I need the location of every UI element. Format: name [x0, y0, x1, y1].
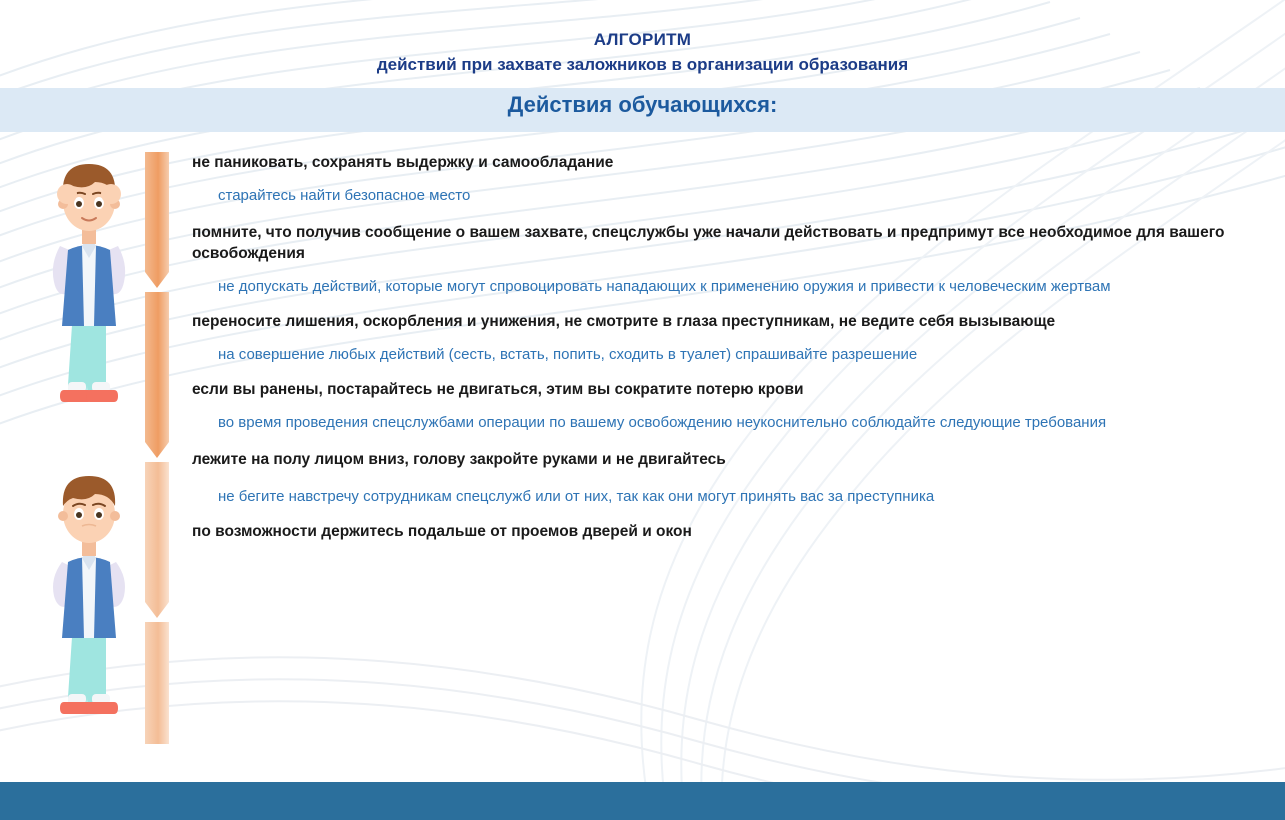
item-main-6: по возможности держитесь подальше от проемов дверей и окон	[192, 523, 692, 540]
item-sub-4: во время проведения спецслужбами операции по вашему освобождению неукоснительно соблюдайте следующие требования	[218, 414, 1107, 431]
boy-hands-on-mouth-illustration	[34, 462, 144, 732]
item-main-3: переносите лишения, оскорбления и унижения, не смотрите в глаза преступникам, не ведите себя вызывающе	[192, 313, 1056, 330]
item-sub-1: старайтесь найти безопасное место	[218, 187, 471, 204]
boy-hands-on-head-illustration	[34, 150, 144, 420]
item-main-2: помните, что получив сообщение о вашем захвате, спецслужбы уже начали действовать и предпримут все необходимое для вашего освобождения	[192, 224, 1225, 262]
title-line-2: действий при захвате заложников в организации образования	[376, 55, 909, 74]
content-list	[192, 152, 1252, 548]
item-main-5: лежите на полу лицом вниз, голову закройте руками и не двигайтесь	[192, 451, 726, 468]
item-main-4: если вы ранены, постарайтесь не двигаться, этим вы сократите потерю крови	[192, 381, 804, 398]
item-sub-2: не допускать действий, которые могут спровоцировать нападающих к применению оружия и привести к человеческим жертвам	[218, 278, 1111, 295]
footer-band	[0, 782, 1285, 820]
item-sub-3: на совершение любых действий (сесть, встать, попить, сходить в туалет) спрашивайте разрешение	[218, 346, 918, 363]
page-subtitle: Действия обучающихся:	[507, 92, 778, 117]
orange-arrow-bar	[145, 152, 169, 744]
page-title	[0, 28, 1285, 78]
title-line-1: АЛГОРИТМ	[593, 30, 692, 49]
item-sub-5: не бегите навстречу сотрудникам спецслужб или от них, так как они могут принять вас за преступника	[218, 488, 935, 505]
item-main-1: не паниковать, сохранять выдержку и самообладание	[192, 154, 614, 171]
